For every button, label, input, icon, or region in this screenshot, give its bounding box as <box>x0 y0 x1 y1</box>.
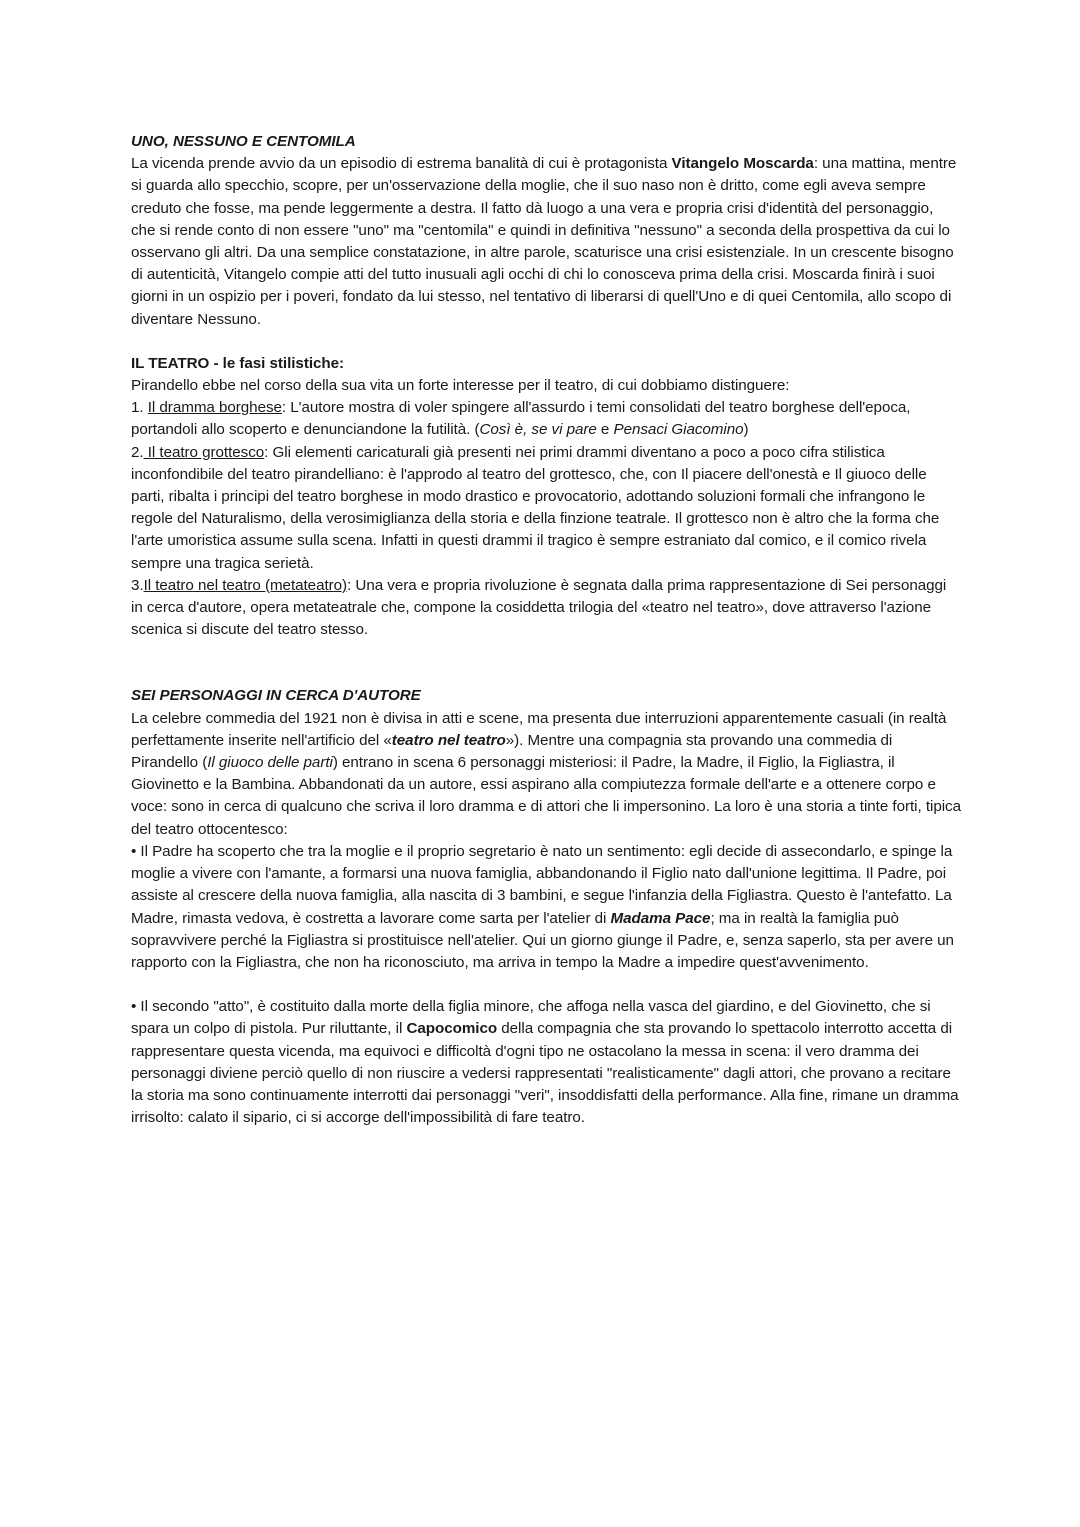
text-run: ; ma in realtà la famiglia può sopravvivere perché la Figliastra si prostituisce nell'atelier. Qui un giorno giunge il Padre, e, senza saperlo, sta per avere un rapporto con la Figliastra, che non ha riconosciuto, ma arriva in tempo la Madre a impedire quest'avvenimento. <box>131 909 954 971</box>
text-run: : Gli elementi caricaturali già presenti nei primi drammi diventano a poco a poco cifra stilistica inconfondibile del teatro pirandelliano: è l'approdo al teatro del grottesco, che, con Il piacere dell'onestà e Il giuoco delle parti, ribalta i principi del teatro borghese in modo drastico e provocatorio, adottando soluzioni formali che infrangono le regole del Naturalismo, della verosimiglianza della storia e della finzione teatrale. Il grottesco non è altro che la forma che l'arte umoristica assume sulla scena. Infatti in questi drammi il tragico è sempre estraniato dal comico, e il comico rivela sempre una tragica serietà. <box>131 443 940 572</box>
text-run: della compagnia che sta provando lo spettacolo interrotto accetta di rappresentare questa vicenda, ma equivoci e difficoltà d'ogni tipo ne ostacolano la messa in scena: il vero dramma dei personaggi diviene perciò quello di non riuscire a vedersi rappresentati "realisticamente" dagli attori, che provano a recitare la storia ma sono continuamente interrotti dai personaggi "veri", insoddisfatti della performance. Alla fine, rimane un dramma irrisolto: calato il sipario, ci si accorge dell'impossibilità di fare teatro. <box>131 1020 959 1127</box>
list-item-2 <box>131 442 961 575</box>
bold-name: Vitangelo Moscarda <box>671 155 814 173</box>
section-uno-nessuno-centomila <box>131 131 961 331</box>
text-run: : L'autore mostra di voler spingere all'assurdo i temi consolidati del teatro borghese dell'epoca, portandoli allo scoperto e denunciandone la futilità. ( <box>131 399 911 439</box>
work-title: Pensaci Giacomino <box>613 421 744 439</box>
bullet-paragraph <box>131 841 961 974</box>
item-label: Il dramma borghese <box>147 399 282 417</box>
text-run: ) <box>743 421 749 439</box>
text-run: : una mattina, mentre si guarda allo specchio, scopre, per un'osservazione della moglie, che il suo naso non è dritto, come egli aveva sempre creduto che fosse, ma pende leggermente a destra. Il fatto dà luogo a una vera e propria crisi d'identità del personaggio, che si rende conto di non essere "uno" ma "centomila" e quindi in definitiva "nessuno" a seconda della prospettiva da cui lo osservano gli altri. Da una semplice constatazione, in altre parole, scaturisce una crisi esistenziale. In un crescente bisogno di autenticità, Vitangelo compie atti del tutto inusuali agli occhi di chi lo conosceva prima della crisi. Moscarda finirà i suoi giorni in un ospizio per i poveri, fondato da lui stesso, nel tentativo di liberarsi di quell'Uno e di quei Centomila, allo scopo di diventare Nessuno. <box>131 155 957 328</box>
paragraph <box>131 153 961 331</box>
text-run: • Il Padre ha scoperto che tra la moglie e il proprio segretario è nato un sentimento: egli decide di assecondarlo, e spinge la moglie a vivere con l'amante, a formarsi una nuova famiglia, abbandonando il Figlio nato dall'unione legittima. Il Padre, poi assiste al crescere della nuova famiglia, alla nascita di 3 bambini, e segue l'infanzia della Figliastra. Questo è l'antefatto. La Madre, rimasta vedova, è costretta a lavorare come sarta per l'atelier di <box>131 842 953 927</box>
bullet-paragraph <box>131 996 961 1129</box>
text-run: La vicenda prende avvio da un episodio di estrema banalità di cui è protagonista <box>131 155 672 173</box>
item-label: Il teatro grottesco <box>143 443 265 461</box>
text-run: e <box>596 421 614 439</box>
text-run: • Il secondo "atto", è costituito dalla morte della figlia minore, che affoga nella vasca del giardino, e del Giovinetto, che si spara un colpo di pistola. Pur riluttante, il <box>131 998 931 1038</box>
text-run: »). Mentre una compagnia sta provando una commedia di Pirandello ( <box>131 731 893 772</box>
work-title: Il giuoco delle parti <box>207 754 333 772</box>
paragraph <box>131 708 961 841</box>
section-heading: IL TEATRO - le fasi stilistiche: <box>131 354 345 372</box>
item-label: Il teatro nel teatro (metateatro) <box>143 576 348 594</box>
item-number: 1. <box>131 399 148 417</box>
work-title: Così è, se vi pare <box>479 421 597 439</box>
text-run: : Una vera e propria rivoluzione è segnata dalla prima rappresentazione di Sei personaggi in cerca d'autore, opera metateatrale che, compone la cosiddetta trilogia del «teatro nel teatro», dove attraverso l'azione scenica si discute del teatro stesso. <box>131 576 947 639</box>
list-item-3 <box>131 575 961 642</box>
list-item-1 <box>131 397 961 441</box>
emphasis: Madama Pace <box>610 909 711 927</box>
section-sei-personaggi <box>131 685 961 1129</box>
intro-line: Pirandello ebbe nel corso della sua vita un forte interesse per il teatro, di cui dobbiamo distinguere: <box>131 377 790 395</box>
text-run: ) entrano in scena 6 personaggi misteriosi: il Padre, la Madre, il Figlio, la Figliastra, il Giovinetto e la Bambina. Abbandonati da un autore, essi aspirano alla compiutezza formale dell'arte e a ottenere corpo e voce: sono in cerca di qualcuno che scriva il loro dramma e di attori che li impersonino. La loro è una storia a tinte forti, tipica del teatro ottocentesco: <box>131 754 961 838</box>
document-page <box>131 131 961 1129</box>
section-il-teatro <box>131 353 961 642</box>
bold-term: Capocomico <box>406 1020 498 1038</box>
emphasis: teatro nel teatro <box>391 731 506 749</box>
item-number: 2. <box>131 443 144 461</box>
section-heading: UNO, NESSUNO E CENTOMILA <box>131 133 356 150</box>
item-number: 3. <box>131 576 144 594</box>
text-run: La celebre commedia del 1921 non è divisa in atti e scene, ma presenta due interruzioni apparentemente casuali (in realtà perfettamente inserite nell'artificio del « <box>131 709 947 749</box>
section-heading: SEI PERSONAGGI IN CERCA D'AUTORE <box>131 687 421 705</box>
